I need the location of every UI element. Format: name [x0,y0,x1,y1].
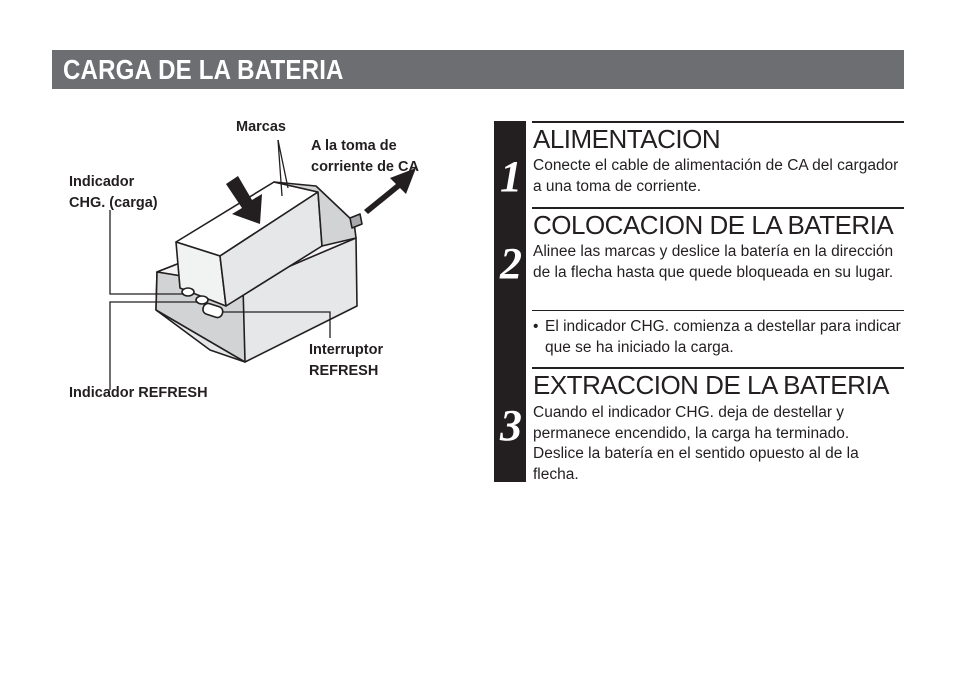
step-2-title: COLOCACION DE LA BATERIA [533,210,894,240]
step-1-title: ALIMENTACION [533,124,721,154]
step-1-number: 1 [500,152,522,201]
step-2-note-text: El indicador CHG. comienza a destellar para indicar que se ha iniciado la carga. [545,318,901,356]
step-2-note-rule [532,310,904,311]
chg-indicator-lamp [182,288,194,296]
page-title: CARGA DE LA BATERIA [63,54,344,85]
label-indicador-refresh: Indicador REFRESH [69,385,208,401]
refresh-indicator-lamp [196,296,208,304]
step-2-number: 2 [500,239,522,288]
step-3-number: 3 [500,401,522,450]
note-bullet: • [533,318,539,335]
step-3-rule [532,367,904,369]
step-1-text: Conecte el cable de alimentación de CA del cargador a una toma de corriente. [533,157,899,195]
title-banner [52,50,904,89]
charger-illustration [60,110,460,420]
step-2-text: Alinee las marcas y deslice la batería en la dirección de la flecha hasta que quede bloqueada en su lugar. [533,243,894,281]
step-1-rule [532,121,904,123]
step-3-title: EXTRACCION DE LA BATERIA [533,370,889,400]
step-2-rule [532,207,904,209]
step-2-note [533,317,903,358]
power-plug [350,214,362,228]
label-marcas: Marcas [236,119,286,135]
steps-panel [494,121,904,482]
step-3-text: Cuando el indicador CHG. deja de destellar y permanece encendido, la carga ha terminado. Deslice la batería en el sentido opuesto al de la flecha. [533,404,859,483]
label-interruptor-refresh: Interruptor REFRESH [309,342,384,379]
label-toma-corriente: A la toma de corriente de CA [311,138,419,175]
label-indicador-chg: Indicador CHG. (carga) [69,174,158,211]
